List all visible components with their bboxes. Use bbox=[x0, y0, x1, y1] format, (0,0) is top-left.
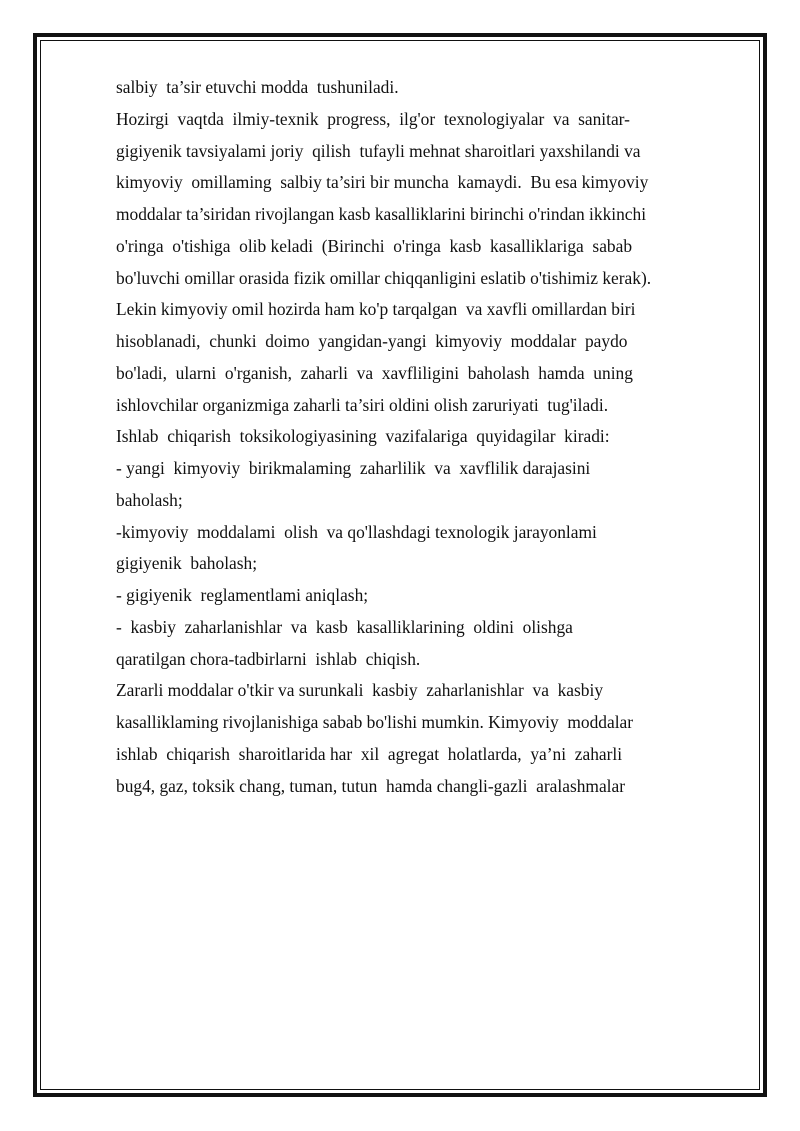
list-item-continuation: qaratilgan chora-tadbirlarni ishlab chiqish. bbox=[116, 648, 421, 669]
list-item: - gigiyenik reglamentlami aniqlash; bbox=[116, 585, 369, 605]
text-line: Hozirgi vaqtda ilmiy-texnik progress, ilg'or texnologiyalar va sanitar- bbox=[116, 108, 630, 129]
list-item-continuation: gigiyenik baholash; bbox=[116, 553, 258, 574]
text-line: gigiyenik tavsiyalami joriy qilish tufayli mehnat sharoitlari yaxshilandi va bbox=[116, 140, 641, 161]
document-body bbox=[116, 72, 706, 802]
text-line: moddalar ta’siridan rivojlangan kasb kasalliklarini birinchi o'rindan ikkinchi bbox=[116, 204, 647, 224]
text-line: Zararli moddalar o'tkir va surunkali kasbiy zaharlanishlar va kasbiy bbox=[116, 680, 604, 701]
text-line: bo'ladi, ularni o'rganish, zaharli va xavfliligini baholash hamda uning bbox=[116, 362, 633, 383]
text-line: kasalliklaming rivojlanishiga sabab bo'lishi mumkin. Kimyoviy moddalar bbox=[116, 712, 634, 732]
text-line: Lekin kimyoviy omil hozirda ham ko'p tarqalgan va xavfli omillardan biri bbox=[116, 299, 636, 320]
list-item: -kimyoviy moddalami olish va qo'llashdagi texnologik jarayonlami bbox=[116, 521, 597, 542]
list-item: - kasbiy zaharlanishlar va kasb kasalliklarining oldini olishga bbox=[116, 616, 573, 637]
text-line: Ishlab chiqarish toksikologiyasining vazifalariga quyidagilar kiradi: bbox=[116, 426, 610, 447]
text-line: ishlovchilar organizmiga zaharli ta’siri oldini olish zaruriyati tug'iladi. bbox=[116, 394, 609, 415]
text-line: salbiy ta’sir etuvchi modda tushuniladi. bbox=[116, 77, 399, 97]
text-line: kimyoviy omillaming salbiy ta’siri bir muncha kamaydi. Bu esa kimyoviy bbox=[116, 172, 649, 193]
text-line: hisoblanadi, chunki doimo yangidan-yangi kimyoviy moddalar paydo bbox=[116, 331, 628, 351]
text-line: bo'luvchi omillar orasida fizik omillar chiqqanligini eslatib o'tishimiz kerak). bbox=[116, 267, 652, 288]
text-line: bug4, gaz, toksik chang, tuman, tutun hamda changli-gazli aralashmalar bbox=[116, 775, 625, 796]
text-line: o'ringa o'tishiga olib keladi (Birinchi o'ringa kasb kasalliklariga sabab bbox=[116, 235, 633, 256]
list-item: - yangi kimyoviy birikmalaming zaharlilik va xavflilik darajasini bbox=[116, 458, 591, 478]
list-item-continuation: baholash; bbox=[116, 489, 183, 510]
text-line: ishlab chiqarish sharoitlarida har xil agregat holatlarda, ya’ni zaharli bbox=[116, 743, 623, 764]
